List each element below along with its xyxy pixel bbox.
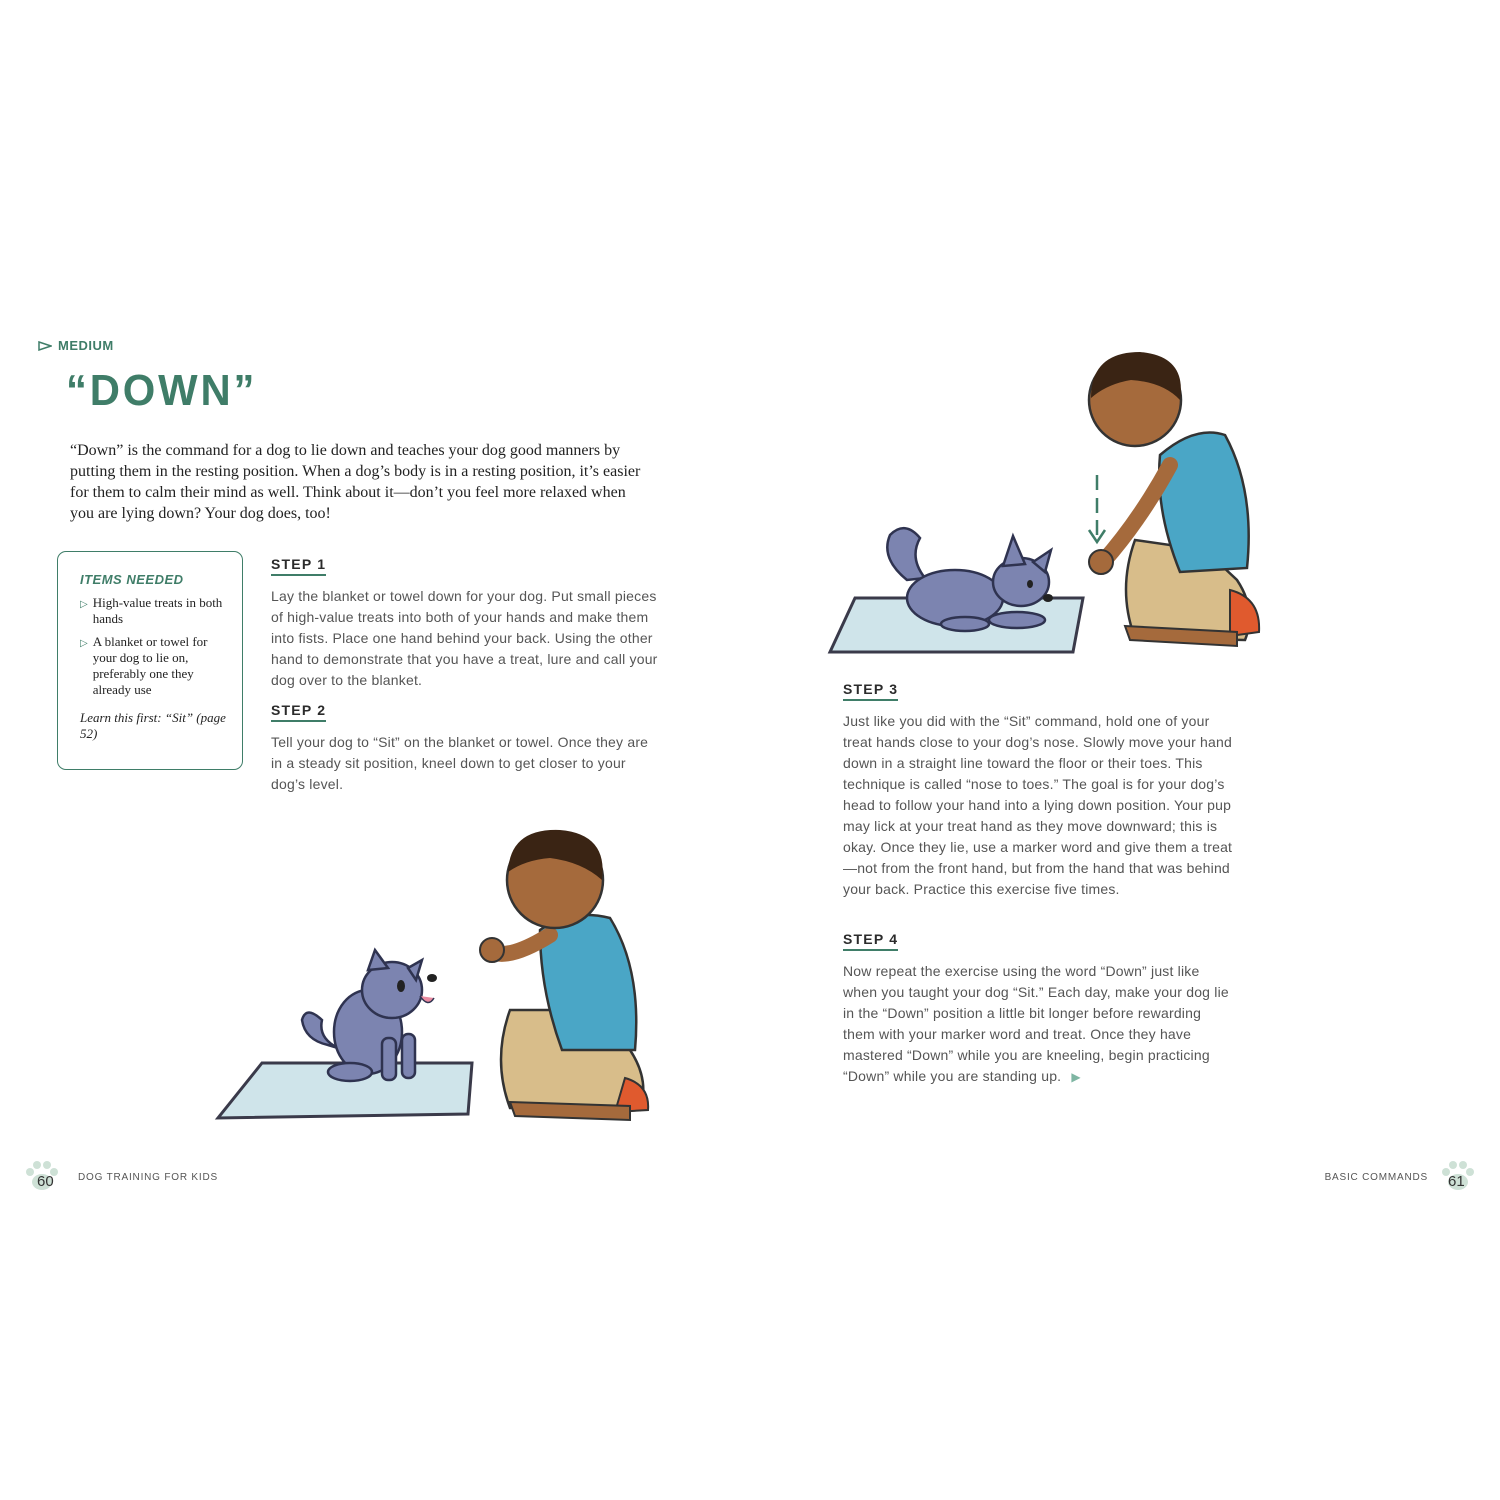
step-4-heading: STEP 4 [843,931,898,951]
step-1 [271,556,661,691]
illustration-dog-lying-down [825,340,1270,660]
left-footer [24,1160,218,1194]
list-item [80,634,230,698]
left-running-title: DOG TRAINING FOR KIDS [78,1171,218,1183]
triangle-bullet-icon: ▷ [80,599,88,610]
list-item [80,595,230,627]
right-footer [1325,1160,1476,1194]
step-1-text: Lay the blanket or towel down for your dog. Put small pieces of high-value treats into both of your hands and make them into fists. Place one hand behind your back. Using the other hand to demonstrate that you have a treat, lure and call your dog over to the blanket. [271,588,658,688]
items-needed-title: ITEMS NEEDED [80,572,184,587]
step-2 [271,702,661,795]
step-3 [843,681,1233,900]
item-text: A blanket or towel for your dog to lie on, preferably one they already use [92,634,208,697]
learn-first-link[interactable]: “Sit” (page 52) [80,710,226,741]
items-needed-list [80,595,230,698]
learn-first-note [80,710,230,742]
continue-arrow-icon: ▶ [1071,1070,1081,1084]
intro-paragraph: “Down” is the command for a dog to lie down and teaches your dog good manners by putting them in the resting position. When a dog’s body is in a resting position, it’s easier for them to calm their mind as well. Think about it—don’t you feel more relaxed when you are lying down? Your dog does, too! [70,442,641,522]
difficulty-text: MEDIUM [58,338,114,353]
step-2-text: Tell your dog to “Sit” on the blanket or towel. Once they are in a steady sit position, kneel down to get closer to your dog’s level. [271,734,649,792]
boy-kneeling [480,830,648,1120]
down-arrow-icon [1089,475,1105,542]
step-2-heading: STEP 2 [271,702,326,722]
difficulty-label [38,338,114,353]
illustration-dog-sitting [210,810,660,1130]
right-running-title: BASIC COMMANDS [1324,1171,1428,1183]
step-3-heading: STEP 3 [843,681,898,701]
step-1-heading: STEP 1 [271,556,326,576]
step-3-text: Just like you did with the “Sit” command, hold one of your treat hands close to your dog’s nose. Slowly move your hand down in a straight line toward the floor or their toes. This technique is called “nose to toes.” The goal is for your dog’s head to follow your hand into a lying down position. Your pup may lick at your treat hand as they move downward; this is okay. Once they lie, use a marker word and give them a treat—not from the front hand, but from the hand that was behind your back. Practice this exercise five times. [843,713,1233,897]
step-4-text: Now repeat the exercise using the word “Down” just like when you taught your dog “Sit.” Each day, make your dog lie in the “Down” position a little bit longer before rewarding them with your marker word and treat. Once they have mastered “Down” while you are kneeling, begin practicing “Down” while you are standing up. [843,963,1229,1084]
triangle-bullet-icon [38,341,52,351]
left-page-number: 60 [37,1173,54,1190]
step-4-body [843,961,1233,1088]
dog-sitting [302,950,422,1081]
item-text: High-value treats in both hands [92,595,223,626]
items-needed-box [57,551,243,770]
right-page-number-badge [1440,1160,1476,1194]
learn-first-prefix: Learn this first: [80,710,165,725]
triangle-bullet-icon: ▷ [80,638,88,649]
right-page-number: 61 [1448,1173,1465,1190]
boy-kneeling [1089,352,1259,646]
step-4 [843,931,1233,1088]
page-title: “DOWN” [66,366,258,415]
